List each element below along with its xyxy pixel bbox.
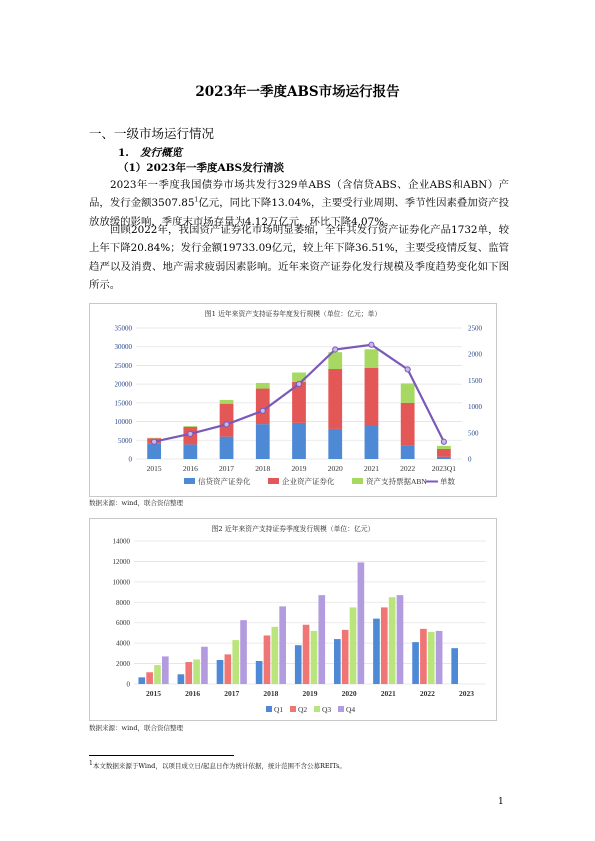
y-tick-label: 6000 bbox=[116, 619, 130, 628]
legend-label: 资产支持票据ABN bbox=[366, 477, 427, 486]
bar bbox=[350, 607, 357, 684]
bar bbox=[412, 642, 419, 684]
bar-segment bbox=[365, 349, 379, 368]
bar-segment bbox=[183, 444, 197, 459]
x-tick-label: 2021 bbox=[380, 689, 396, 698]
bar-segment bbox=[328, 369, 342, 429]
legend-label: Q2 bbox=[298, 705, 308, 714]
bar bbox=[185, 662, 192, 684]
line-point bbox=[152, 439, 157, 444]
y-left-tick-label: 30000 bbox=[114, 343, 132, 352]
bar-segment bbox=[401, 383, 415, 402]
x-tick-label: 2015 bbox=[146, 464, 162, 473]
bar bbox=[303, 625, 310, 684]
line-point bbox=[188, 431, 193, 436]
bar bbox=[256, 661, 263, 684]
bar bbox=[193, 659, 200, 684]
subsection-number: 1. bbox=[118, 147, 129, 159]
source-note-2: 数据来源：wind，联合资信整理 bbox=[89, 724, 183, 732]
y-left-tick-label: 0 bbox=[128, 455, 132, 464]
bar bbox=[146, 672, 153, 684]
x-tick-label: 2019 bbox=[291, 464, 307, 473]
legend-label: 信贷资产证券化 bbox=[198, 477, 251, 486]
bar bbox=[271, 627, 278, 684]
x-tick-label: 2016 bbox=[185, 689, 201, 698]
bar bbox=[389, 597, 396, 684]
legend-swatch bbox=[184, 478, 195, 484]
legend-label: Q1 bbox=[274, 705, 284, 714]
y-left-tick-label: 5000 bbox=[118, 436, 132, 445]
bar bbox=[162, 656, 169, 684]
x-tick-label: 2020 bbox=[341, 689, 357, 698]
legend-swatch bbox=[268, 478, 279, 484]
bar bbox=[178, 674, 185, 684]
line-point bbox=[441, 439, 446, 444]
x-tick-label: 2017 bbox=[219, 464, 235, 473]
bar bbox=[279, 606, 286, 684]
bar bbox=[201, 647, 208, 684]
x-tick-label: 2020 bbox=[327, 464, 343, 473]
chart-2 bbox=[90, 519, 496, 720]
chart-1-title: 图1 近年来资产支持证券年度发行规模（单位：亿元；单） bbox=[204, 310, 382, 318]
line-point bbox=[333, 347, 338, 352]
y-tick-label: 2000 bbox=[116, 660, 130, 669]
y-tick-label: 0 bbox=[126, 680, 130, 689]
bar-segment bbox=[401, 446, 415, 459]
bar-segment bbox=[183, 426, 197, 427]
bar-segment bbox=[256, 424, 270, 459]
y-left-tick-label: 10000 bbox=[114, 418, 132, 427]
bar-segment bbox=[147, 444, 161, 459]
bar bbox=[397, 595, 404, 684]
bar bbox=[428, 632, 435, 684]
legend-label: 单数 bbox=[440, 477, 455, 486]
legend-label: Q3 bbox=[322, 705, 332, 714]
x-tick-label: 2023 bbox=[458, 689, 474, 698]
bar bbox=[334, 639, 341, 684]
chart-1-frame bbox=[89, 303, 497, 497]
bar bbox=[420, 629, 427, 684]
chart-2-title: 图2 近年来资产支持证券季度发行规模（单位：亿元） bbox=[211, 525, 375, 533]
bar bbox=[436, 631, 443, 684]
legend-swatch bbox=[290, 706, 296, 712]
report-title: 2023年一季度ABS市场运行报告 bbox=[195, 84, 400, 100]
x-tick-label: 2021 bbox=[363, 464, 379, 473]
paragraph-2: 回顾2022年，我国资产证券化市场明显萎缩，全年共发行资产证券化产品1732单，较上年下降20.84%；发行金额19733.09亿元，较上年下降36.51%，主要受疫情反复、监管趋严以及消费、地产需求疲弱因素影响。近年来资产证券化发行规模及季度趋势变化如下图所示。 bbox=[89, 224, 509, 291]
y-tick-label: 12000 bbox=[112, 557, 130, 566]
section-heading: 一、一级市场运行情况 bbox=[89, 126, 215, 141]
bar-segment bbox=[220, 437, 234, 459]
footnote bbox=[89, 761, 346, 770]
page-number: 1 bbox=[498, 797, 504, 807]
y-right-tick-label: 1500 bbox=[468, 376, 482, 385]
line-point bbox=[405, 367, 410, 372]
y-tick-label: 4000 bbox=[116, 639, 130, 648]
footnote-divider bbox=[89, 755, 234, 756]
x-tick-label: 2019 bbox=[302, 689, 318, 698]
subsection-heading bbox=[118, 145, 182, 160]
x-tick-label: 2015 bbox=[146, 689, 162, 698]
y-right-tick-label: 0 bbox=[468, 455, 472, 464]
y-tick-label: 14000 bbox=[112, 537, 130, 546]
bar bbox=[318, 595, 325, 684]
sub-subsection-heading: （1）2023年一季度ABS发行清淡 bbox=[118, 162, 285, 174]
footnote-ref: 1 bbox=[194, 196, 199, 204]
subsection-title: 发行概览 bbox=[140, 147, 182, 159]
bar bbox=[154, 665, 161, 684]
x-tick-label: 2018 bbox=[255, 464, 271, 473]
y-tick-label: 8000 bbox=[116, 598, 130, 607]
line-point bbox=[296, 381, 301, 386]
x-tick-label: 2022 bbox=[419, 689, 435, 698]
y-right-tick-label: 500 bbox=[468, 429, 479, 438]
paragraph-1-part-a: 2023年一季度我国债券市场共发行329单ABS（含信贷ABS、企业ABS和ABN）产品，发行金额3507.85 bbox=[89, 179, 509, 210]
bar-segment bbox=[437, 449, 451, 457]
bar bbox=[264, 635, 271, 684]
legend-label: Q4 bbox=[346, 705, 356, 714]
bar-segment bbox=[328, 429, 342, 459]
bar bbox=[217, 660, 224, 684]
legend-label: 企业资产证券化 bbox=[282, 477, 335, 486]
line-point bbox=[260, 408, 265, 413]
source-note-1: 数据来源：wind，联合资信整理 bbox=[89, 499, 183, 507]
y-left-tick-label: 20000 bbox=[114, 380, 132, 389]
bar-segment bbox=[292, 423, 306, 459]
x-tick-label: 2023Q1 bbox=[431, 464, 456, 473]
bar bbox=[342, 630, 349, 684]
footnote-text: 本文数据来源于Wind，以项目成立日/起息日作为统计依据，统计范围不含公募REITs。 bbox=[92, 762, 346, 770]
x-tick-label: 2017 bbox=[224, 689, 240, 698]
x-tick-label: 2016 bbox=[182, 464, 198, 473]
legend-swatch bbox=[314, 706, 320, 712]
bar bbox=[295, 645, 302, 684]
bar-segment bbox=[365, 426, 379, 459]
bar-segment bbox=[220, 404, 234, 437]
bar bbox=[373, 619, 380, 684]
chart-1 bbox=[90, 304, 496, 496]
bar bbox=[381, 607, 388, 684]
bar bbox=[451, 648, 458, 684]
bar bbox=[311, 631, 318, 684]
bar-segment bbox=[220, 400, 234, 404]
bar-segment bbox=[437, 457, 451, 459]
chart-2-frame bbox=[89, 518, 497, 721]
legend-swatch bbox=[266, 706, 272, 712]
x-tick-label: 2018 bbox=[263, 689, 279, 698]
bar bbox=[240, 620, 247, 684]
y-tick-label: 10000 bbox=[112, 578, 130, 587]
line-point bbox=[369, 342, 374, 347]
y-right-tick-label: 2000 bbox=[468, 350, 482, 359]
line-point bbox=[224, 422, 229, 427]
bar-segment bbox=[365, 368, 379, 426]
y-left-tick-label: 15000 bbox=[114, 399, 132, 408]
y-right-tick-label: 1000 bbox=[468, 403, 482, 412]
bar bbox=[358, 562, 365, 684]
y-right-tick-label: 2500 bbox=[468, 324, 482, 333]
y-left-tick-label: 35000 bbox=[114, 324, 132, 333]
bar bbox=[138, 677, 145, 684]
bar-segment bbox=[437, 446, 451, 449]
footnote-mark: 1 bbox=[89, 759, 93, 767]
bar bbox=[225, 654, 232, 684]
legend-swatch bbox=[338, 706, 344, 712]
legend-swatch bbox=[352, 478, 363, 484]
bar-segment bbox=[256, 383, 270, 389]
bar bbox=[232, 640, 239, 684]
bar-segment bbox=[401, 403, 415, 446]
paragraph-1-part-b: 亿元，同比下降13.04%，主要受行业周期、季节性因素叠加资产投放放缓的影响，季度末市场存量为4.12万亿元，环比下降4.07%。 bbox=[89, 197, 509, 228]
y-left-tick-label: 25000 bbox=[114, 361, 132, 370]
x-tick-label: 2022 bbox=[400, 464, 416, 473]
